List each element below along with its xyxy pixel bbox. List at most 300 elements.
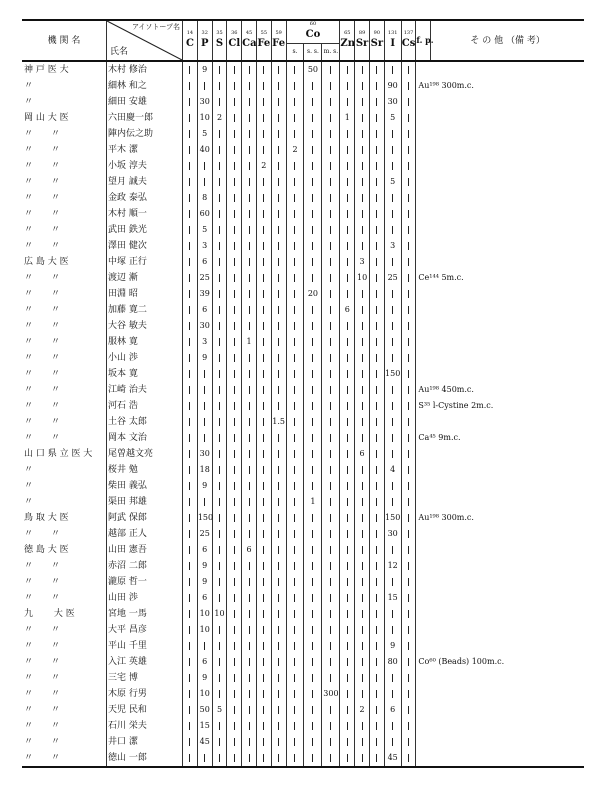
dash-mark	[330, 514, 331, 522]
dash-mark	[263, 738, 264, 746]
institution-cell: 〃 〃	[22, 350, 107, 366]
value-cell	[242, 254, 257, 270]
value-cell	[256, 190, 271, 206]
dash-mark	[376, 722, 377, 730]
dash-mark	[408, 434, 409, 442]
table-row	[22, 414, 584, 430]
dash-mark	[362, 386, 363, 394]
value-cell	[183, 382, 198, 398]
value-cell	[227, 238, 242, 254]
dash-mark	[408, 178, 409, 186]
dash-mark	[362, 754, 363, 762]
dash-mark	[234, 610, 235, 618]
dash-mark	[219, 146, 220, 154]
dash-mark	[278, 546, 279, 554]
value-cell	[304, 350, 322, 366]
dash-mark	[294, 434, 295, 442]
value-cell	[401, 334, 416, 350]
value-cell	[355, 462, 370, 478]
dash-mark	[312, 674, 313, 682]
value-cell	[271, 158, 286, 174]
value-cell	[384, 142, 401, 158]
table-row	[22, 206, 584, 222]
person-name-cell: 田淵 昭	[107, 286, 183, 302]
value-cell	[197, 366, 212, 382]
dash-mark	[263, 226, 264, 234]
dash-mark	[408, 386, 409, 394]
value-cell	[227, 318, 242, 334]
dash-mark	[234, 306, 235, 314]
dash-mark	[189, 258, 190, 266]
value-cell	[212, 366, 227, 382]
dash-mark	[278, 194, 279, 202]
dash-mark	[263, 482, 264, 490]
dash-mark	[312, 690, 313, 698]
value-cell: 10	[197, 110, 212, 126]
col-header-sr89: 89 Sr	[355, 20, 370, 61]
dash-mark	[347, 178, 348, 186]
institution-cell: 〃 〃	[22, 190, 107, 206]
dash-mark	[408, 722, 409, 730]
value-cell	[183, 446, 198, 462]
dash-mark	[347, 578, 348, 586]
dash-mark	[376, 178, 377, 186]
value-cell	[369, 638, 384, 654]
value-cell	[322, 478, 340, 494]
value-cell	[355, 366, 370, 382]
dash-mark	[330, 642, 331, 650]
col-header-cl36: 36 Cl	[227, 20, 242, 61]
person-name-cell: 渡辺 漸	[107, 270, 183, 286]
dash-mark	[408, 162, 409, 170]
table-row	[22, 302, 584, 318]
person-name-cell: 木村 修治	[107, 61, 183, 78]
value-cell	[242, 670, 257, 686]
dash-mark	[362, 514, 363, 522]
value-cell	[401, 254, 416, 270]
dash-mark	[330, 578, 331, 586]
dash-mark	[234, 466, 235, 474]
value-cell	[183, 270, 198, 286]
dash-mark	[312, 98, 313, 106]
remarks-cell: Ca⁴⁵ 9m.c.	[418, 433, 461, 442]
value-cell	[286, 542, 304, 558]
table-row	[22, 286, 584, 302]
value-cell	[212, 430, 227, 446]
value-cell	[212, 494, 227, 510]
dash-mark	[278, 178, 279, 186]
dash-mark	[408, 130, 409, 138]
value-cell	[401, 318, 416, 334]
dash-mark	[376, 354, 377, 362]
dash-mark	[294, 594, 295, 602]
dash-mark	[294, 626, 295, 634]
value-cell	[227, 590, 242, 606]
value-cell	[242, 61, 257, 78]
dash-mark	[362, 338, 363, 346]
institution-cell: 山 口 県 立 医 大	[22, 446, 107, 462]
person-name-cell: 望月 誠夫	[107, 174, 183, 190]
table-row	[22, 222, 584, 238]
dash-mark	[347, 210, 348, 218]
dash-mark	[376, 514, 377, 522]
dash-mark	[330, 418, 331, 426]
value-cell	[286, 78, 304, 94]
value-cell	[340, 190, 355, 206]
value-cell	[271, 126, 286, 142]
dash-mark	[376, 290, 377, 298]
dash-mark	[312, 306, 313, 314]
remarks-cell	[416, 750, 431, 767]
value-cell	[242, 398, 257, 414]
dash-mark	[278, 82, 279, 90]
value-cell	[271, 222, 286, 238]
value-cell	[242, 206, 257, 222]
dash-mark	[408, 706, 409, 714]
dash-mark	[234, 674, 235, 682]
value-cell	[340, 78, 355, 94]
dash-mark	[362, 642, 363, 650]
dash-mark	[330, 194, 331, 202]
value-cell	[286, 590, 304, 606]
value-cell	[322, 110, 340, 126]
value-cell	[212, 574, 227, 590]
dash-mark	[376, 98, 377, 106]
value-cell	[256, 590, 271, 606]
value-cell	[322, 670, 340, 686]
dash-mark	[294, 514, 295, 522]
value-cell	[384, 670, 401, 686]
remarks-cell	[416, 574, 431, 590]
dash-mark	[294, 402, 295, 410]
dash-mark	[278, 274, 279, 282]
value-cell	[242, 446, 257, 462]
dash-mark	[376, 370, 377, 378]
value-cell: 25	[197, 270, 212, 286]
dash-mark	[347, 370, 348, 378]
value-cell	[242, 718, 257, 734]
dash-mark	[189, 754, 190, 762]
dash-mark	[312, 370, 313, 378]
remarks-cell: Au¹⁹⁸ 450m.c.	[418, 385, 474, 394]
value-cell	[227, 446, 242, 462]
value-cell	[197, 158, 212, 174]
value-cell	[271, 286, 286, 302]
value-cell	[183, 718, 198, 734]
dash-mark	[234, 626, 235, 634]
table-row	[22, 382, 584, 398]
institution-cell: 〃	[22, 462, 107, 478]
dash-mark	[392, 498, 393, 506]
value-cell: 6	[197, 302, 212, 318]
value-cell	[242, 558, 257, 574]
dash-mark	[330, 82, 331, 90]
value-cell	[212, 350, 227, 366]
value-cell	[369, 526, 384, 542]
value-cell: 30	[384, 526, 401, 542]
value-cell	[227, 606, 242, 622]
dash-mark	[312, 114, 313, 122]
dash-mark	[219, 562, 220, 570]
value-cell	[227, 334, 242, 350]
dash-mark	[234, 738, 235, 746]
value-cell	[227, 574, 242, 590]
dash-mark	[362, 306, 363, 314]
value-cell	[286, 366, 304, 382]
dash-mark	[189, 178, 190, 186]
institution-cell: 鳥 取 大 医	[22, 510, 107, 526]
remarks-cell	[416, 302, 431, 318]
dash-mark	[347, 226, 348, 234]
value-cell	[212, 590, 227, 606]
dash-mark	[219, 274, 220, 282]
value-cell	[227, 302, 242, 318]
value-cell	[340, 734, 355, 750]
value-cell	[322, 222, 340, 238]
remarks-cell	[416, 702, 431, 718]
value-cell	[271, 670, 286, 686]
dash-mark	[408, 658, 409, 666]
dash-mark	[219, 306, 220, 314]
value-cell	[286, 398, 304, 414]
dash-mark	[294, 530, 295, 538]
value-cell	[384, 494, 401, 510]
dash-mark	[330, 226, 331, 234]
dash-mark	[347, 706, 348, 714]
value-cell	[340, 606, 355, 622]
value-cell: 9	[197, 558, 212, 574]
dash-mark	[408, 626, 409, 634]
value-cell	[212, 78, 227, 94]
dash-mark	[392, 146, 393, 154]
value-cell	[355, 174, 370, 190]
value-cell	[256, 606, 271, 622]
value-cell	[355, 222, 370, 238]
value-cell	[271, 734, 286, 750]
value-cell	[242, 142, 257, 158]
value-cell	[401, 750, 416, 767]
value-cell	[369, 238, 384, 254]
dash-mark	[376, 194, 377, 202]
value-cell	[401, 686, 416, 702]
value-cell	[322, 254, 340, 270]
value-cell	[271, 526, 286, 542]
dash-mark	[249, 162, 250, 170]
value-cell	[355, 302, 370, 318]
value-cell	[384, 398, 401, 414]
remarks-cell: S³⁵ l-Cystine 2m.c.	[418, 401, 494, 410]
value-cell	[271, 750, 286, 767]
value-cell	[369, 254, 384, 270]
value-cell	[304, 734, 322, 750]
dash-mark	[294, 162, 295, 170]
value-cell	[271, 94, 286, 110]
institution-cell: 〃 〃	[22, 430, 107, 446]
dash-mark	[312, 258, 313, 266]
dash-mark	[249, 690, 250, 698]
value-cell	[256, 142, 271, 158]
value-cell	[322, 398, 340, 414]
dash-mark	[189, 114, 190, 122]
dash-mark	[376, 434, 377, 442]
value-cell: 10	[197, 622, 212, 638]
col-header-cs137: 137 Cs	[401, 20, 416, 61]
value-cell	[355, 190, 370, 206]
dash-mark	[294, 290, 295, 298]
dash-mark	[278, 290, 279, 298]
dash-mark	[219, 210, 220, 218]
dash-mark	[219, 514, 220, 522]
institution-cell: 〃 〃	[22, 126, 107, 142]
value-cell	[384, 382, 401, 398]
value-cell	[369, 398, 384, 414]
dash-mark	[219, 194, 220, 202]
dash-mark	[189, 722, 190, 730]
value-cell	[256, 542, 271, 558]
value-cell	[355, 350, 370, 366]
value-cell	[401, 286, 416, 302]
dash-mark	[408, 514, 409, 522]
value-cell	[384, 126, 401, 142]
dash-mark	[278, 450, 279, 458]
table-row	[22, 558, 584, 574]
value-cell	[183, 110, 198, 126]
value-cell	[340, 286, 355, 302]
value-cell	[183, 686, 198, 702]
dash-mark	[263, 626, 264, 634]
person-name-cell: 小坂 淳夫	[107, 158, 183, 174]
dash-mark	[312, 626, 313, 634]
value-cell	[271, 350, 286, 366]
value-cell	[183, 734, 198, 750]
value-cell	[384, 190, 401, 206]
dash-mark	[408, 82, 409, 90]
value-cell	[227, 750, 242, 767]
value-cell	[340, 222, 355, 238]
value-cell	[322, 654, 340, 670]
table-row	[22, 78, 584, 94]
value-cell	[271, 478, 286, 494]
dash-mark	[362, 690, 363, 698]
remarks-cell: Au¹⁹⁸ 300m.c.	[418, 513, 474, 522]
dash-mark	[249, 754, 250, 762]
table-row	[22, 702, 584, 718]
person-name-cell: 澤田 健次	[107, 238, 183, 254]
value-cell	[183, 142, 198, 158]
value-cell	[183, 238, 198, 254]
dash-mark	[189, 98, 190, 106]
dash-mark	[392, 338, 393, 346]
dash-mark	[330, 594, 331, 602]
dash-mark	[278, 562, 279, 570]
value-cell	[256, 302, 271, 318]
table-row	[22, 478, 584, 494]
dash-mark	[278, 482, 279, 490]
dash-mark	[330, 402, 331, 410]
value-cell	[271, 174, 286, 190]
dash-mark	[376, 450, 377, 458]
value-cell	[340, 574, 355, 590]
value-cell	[401, 446, 416, 462]
value-cell	[212, 94, 227, 110]
value-cell	[227, 206, 242, 222]
institution-cell: 〃 〃	[22, 526, 107, 542]
dash-mark	[249, 66, 250, 74]
value-cell	[322, 270, 340, 286]
value-cell	[384, 734, 401, 750]
value-cell	[304, 302, 322, 318]
value-cell	[369, 190, 384, 206]
dash-mark	[204, 178, 205, 186]
table-row	[22, 174, 584, 190]
dash-mark	[234, 210, 235, 218]
dash-mark	[408, 562, 409, 570]
value-cell	[369, 366, 384, 382]
value-cell	[355, 542, 370, 558]
value-cell	[355, 94, 370, 110]
value-cell	[242, 382, 257, 398]
table-row	[22, 542, 584, 558]
dash-mark	[278, 322, 279, 330]
value-cell: 150	[197, 510, 212, 526]
dash-mark	[249, 594, 250, 602]
dash-mark	[362, 66, 363, 74]
value-cell	[322, 78, 340, 94]
dash-mark	[278, 354, 279, 362]
dash-mark	[294, 194, 295, 202]
value-cell	[401, 606, 416, 622]
dash-mark	[392, 354, 393, 362]
value-cell	[242, 430, 257, 446]
dash-mark	[219, 178, 220, 186]
value-cell	[212, 526, 227, 542]
value-cell	[355, 638, 370, 654]
value-cell	[340, 478, 355, 494]
value-cell	[322, 126, 340, 142]
value-cell	[355, 126, 370, 142]
institution-cell: 広 島 大 医	[22, 254, 107, 270]
value-cell	[286, 158, 304, 174]
value-cell	[183, 302, 198, 318]
value-cell	[242, 126, 257, 142]
dash-mark	[263, 130, 264, 138]
dash-mark	[234, 242, 235, 250]
value-cell	[286, 686, 304, 702]
dash-mark	[263, 306, 264, 314]
dash-mark	[263, 674, 264, 682]
dash-mark	[312, 210, 313, 218]
value-cell	[401, 110, 416, 126]
value-cell: 1	[304, 494, 322, 510]
value-cell	[286, 574, 304, 590]
value-cell	[271, 686, 286, 702]
value-cell	[322, 414, 340, 430]
dash-mark	[347, 498, 348, 506]
value-cell	[242, 526, 257, 542]
dash-mark	[189, 626, 190, 634]
value-cell	[197, 430, 212, 446]
dash-mark	[249, 450, 250, 458]
value-cell: 15	[384, 590, 401, 606]
value-cell	[304, 142, 322, 158]
dash-mark	[278, 210, 279, 218]
value-cell	[401, 238, 416, 254]
value-cell	[401, 622, 416, 638]
table-row	[22, 638, 584, 654]
dash-mark	[312, 578, 313, 586]
dash-mark	[347, 738, 348, 746]
remarks-cell	[416, 350, 431, 366]
